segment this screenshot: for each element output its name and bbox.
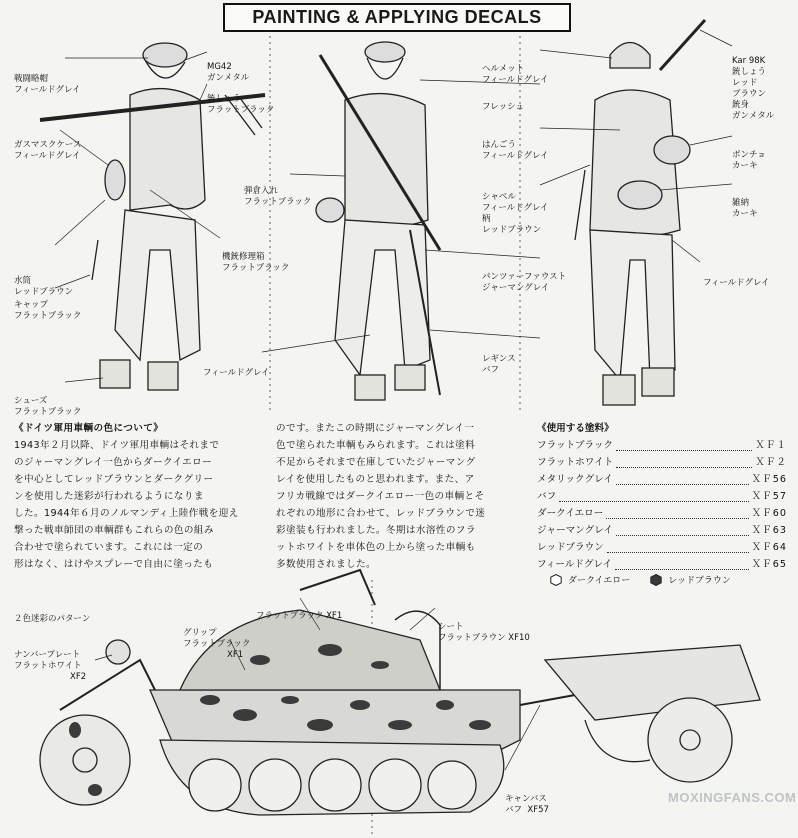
article-line: れぞれの地形に合わせて、レッドブラウンで迷: [276, 508, 486, 519]
label-line: ガンメタル: [207, 73, 250, 83]
page-title: PAINTING & APPLYING DECALS: [223, 3, 571, 32]
label-line: ２色迷彩のパターン: [14, 614, 91, 624]
article-line: のジャーマングレイ一色からダークイエロー: [14, 457, 213, 468]
article-line: ットホワイトを車体色の上から塗った車輌も: [276, 542, 476, 553]
paint-name: フラットホワイト: [537, 457, 614, 468]
camo-legend: [550, 573, 731, 586]
paint-row: [537, 488, 787, 505]
label-grip: [183, 606, 250, 683]
paint-code: ＸＦ60: [751, 508, 787, 519]
label-line: シャベル: [482, 192, 516, 202]
article-line: を中心としてレッドブラウンとダークグリー: [14, 474, 214, 485]
hexagon-light-icon: [550, 574, 562, 586]
label-line: キャンバス: [505, 794, 547, 804]
paint-name: メタリックグレイ: [537, 474, 613, 485]
watermark: MOXINGFANS.COM: [668, 790, 797, 805]
article-line: のです。またこの時期にジャーマングレイ一: [276, 423, 475, 434]
label-line: レッド: [732, 78, 758, 88]
label-line: ポンチョ: [732, 150, 766, 160]
paint-name: ジャーマングレイ: [537, 525, 613, 536]
label-bread-bag: [732, 176, 758, 242]
label-line: キャップ: [14, 300, 49, 310]
label-magazine-pouch: [244, 164, 311, 230]
label-line: フラットブラック: [14, 407, 82, 417]
article-line: 合わせで塗られています。これには一定の: [14, 542, 204, 553]
label-line: 弾倉入れ: [244, 186, 279, 196]
label-line: ブラウン: [732, 89, 767, 99]
label-mg-repair-box: [222, 230, 289, 296]
label-field-grey-right: [703, 256, 770, 311]
label-line: ヘルメット: [482, 64, 525, 74]
label-line: 柄: [482, 214, 491, 224]
label-line: フィールドグレイ: [703, 278, 770, 288]
label-line: フィールドグレイ: [482, 151, 549, 161]
label-line: 銃しょう: [207, 94, 242, 104]
label-line: MG42: [207, 62, 232, 72]
article-line: した。1944年６月のノルマンディ上陸作戦を迎え: [14, 508, 239, 519]
paint-row: [537, 522, 787, 539]
label-line: フィールドグレイ: [482, 75, 549, 85]
paint-list: [537, 420, 787, 573]
label-line: はんごう: [482, 140, 517, 150]
label-line: バフ XF57: [505, 805, 549, 815]
paint-row: [537, 539, 787, 556]
soldier-right-figure: [575, 20, 705, 405]
label-line: ナンバープレート: [14, 650, 81, 660]
dotted-leader: [616, 526, 749, 536]
label-line: Kar 98K: [732, 56, 766, 66]
paint-list-heading: 《使用する塗料》: [537, 423, 614, 434]
paint-row: [537, 505, 787, 522]
label-line: 水筒: [14, 276, 32, 286]
label-line: XF1: [227, 650, 244, 660]
label-line: バフ: [482, 365, 500, 375]
paint-row: [537, 454, 787, 471]
paint-name: フィールドグレイ: [537, 559, 613, 570]
label-line: レッドブラウン: [482, 225, 542, 235]
label-line: 雑納: [732, 198, 750, 208]
paint-row: [537, 556, 787, 573]
label-line: カーキ: [732, 209, 758, 219]
label-line: フラットブラック: [14, 311, 82, 321]
label-line: フィールドグレイ: [14, 85, 81, 95]
label-line: フィールドグレイ: [482, 203, 549, 213]
label-line: ガスマスクケース: [14, 140, 82, 150]
article-line: フリカ戦線ではダークイエロー一色の車輌とそ: [276, 491, 485, 502]
paint-name: レッドブラウン: [537, 542, 604, 553]
label-line: 銃身: [732, 100, 750, 110]
dotted-leader: [607, 543, 749, 553]
article-line: ンを使用した迷彩が行われるようになりま: [14, 491, 204, 502]
label-line: フィールドグレイ: [203, 368, 270, 378]
label-line: レッドブラウン: [14, 287, 74, 297]
label-line: レギンス: [482, 354, 516, 364]
label-line: シート: [438, 622, 464, 632]
label-line: 機銃修理箱: [222, 252, 265, 262]
paint-row: [537, 471, 787, 488]
dotted-leader: [559, 492, 748, 502]
label-line: フレッシュ: [482, 102, 524, 112]
dotted-leader: [606, 509, 748, 519]
article-line: 形はなく、はけやスプレーで自由に塗ったも: [14, 559, 214, 570]
dotted-leader: [616, 441, 752, 451]
paint-name: バフ: [537, 491, 557, 502]
article-line: レイを使用したものと思われます。また、ア: [276, 474, 475, 485]
label-seat: [438, 600, 530, 666]
dotted-leader: [616, 458, 752, 468]
paint-code: ＸＦ63: [751, 525, 787, 536]
label-gasmask-case: [14, 118, 81, 184]
label-leggings: [482, 332, 516, 398]
paint-row: [537, 437, 787, 454]
label-canvas: [505, 772, 549, 838]
paint-code: ＸＦ２: [755, 457, 787, 468]
label-line: フラットブラック: [244, 197, 312, 207]
article-column-1: [14, 420, 239, 573]
label-panzerfaust: [482, 250, 566, 316]
soldier-middle-figure: [316, 42, 440, 400]
dotted-leader: [616, 475, 749, 485]
label-line: ジャーマングレイ: [482, 283, 550, 293]
article-line: 彩塗装も行われました。冬期は水溶性のフラ: [276, 525, 476, 536]
article-line: 1943年２月以降、ドイツ軍用車輌はそれまで: [14, 440, 220, 451]
paint-code: ＸＦ１: [755, 440, 787, 451]
paint-code: ＸＦ56: [751, 474, 787, 485]
label-line: フラットブラック XF1: [256, 611, 343, 621]
dotted-leader: [615, 560, 748, 570]
legend-label: ダークイエロー: [568, 576, 631, 586]
label-line: フラットブラック: [222, 263, 290, 273]
label-line: カーキ: [732, 161, 758, 171]
label-line: シューズ: [14, 396, 48, 406]
paint-name: フラットブラック: [537, 440, 614, 451]
label-shovel: [482, 170, 549, 258]
label-line: パンツァーファウスト: [482, 272, 567, 282]
label-rifle-stock-left: [207, 72, 274, 138]
article-column-2: [276, 420, 485, 573]
article-heading: 《ドイツ軍用車輌の色について》: [14, 423, 164, 434]
hexagon-dark-icon: [650, 574, 662, 586]
label-line: フィールドグレイ: [14, 151, 81, 161]
vehicle-figure: [40, 570, 760, 815]
label-top: [256, 589, 342, 644]
label-line: XF2: [70, 672, 87, 682]
label-field-cap: [14, 52, 81, 118]
paint-code: ＸＦ64: [751, 542, 787, 553]
label-line: フラットブラック: [207, 105, 275, 115]
label-line: フラットブラウン XF10: [438, 633, 530, 643]
paint-code: ＸＦ57: [751, 491, 787, 502]
label-line: 戦闘略帽: [14, 74, 49, 84]
legend-label: レッドブラウン: [668, 576, 731, 586]
label-line: グリップ: [183, 628, 217, 638]
article-line: 不足からそれまで在庫していたジャーマング: [276, 457, 476, 468]
article-line: 色で塗られた車輌もみられます。これは塗料: [276, 440, 476, 451]
article-line: 多数使用されました。: [276, 559, 376, 570]
label-cap: [14, 278, 81, 344]
label-line: 銃しょう: [732, 67, 767, 77]
label-line: フラットホワイト: [14, 661, 82, 671]
paint-name: ダークイエロー: [537, 508, 604, 519]
label-field-grey-mid: [203, 346, 270, 401]
label-line: フラットブラック: [183, 639, 251, 649]
label-number-plate: [14, 628, 86, 705]
paint-code: ＸＦ65: [751, 559, 787, 570]
label-line: ガンメタル: [732, 111, 775, 121]
article-line: 撃った戦車師団の車輌群もこれらの色の組み: [14, 525, 214, 536]
